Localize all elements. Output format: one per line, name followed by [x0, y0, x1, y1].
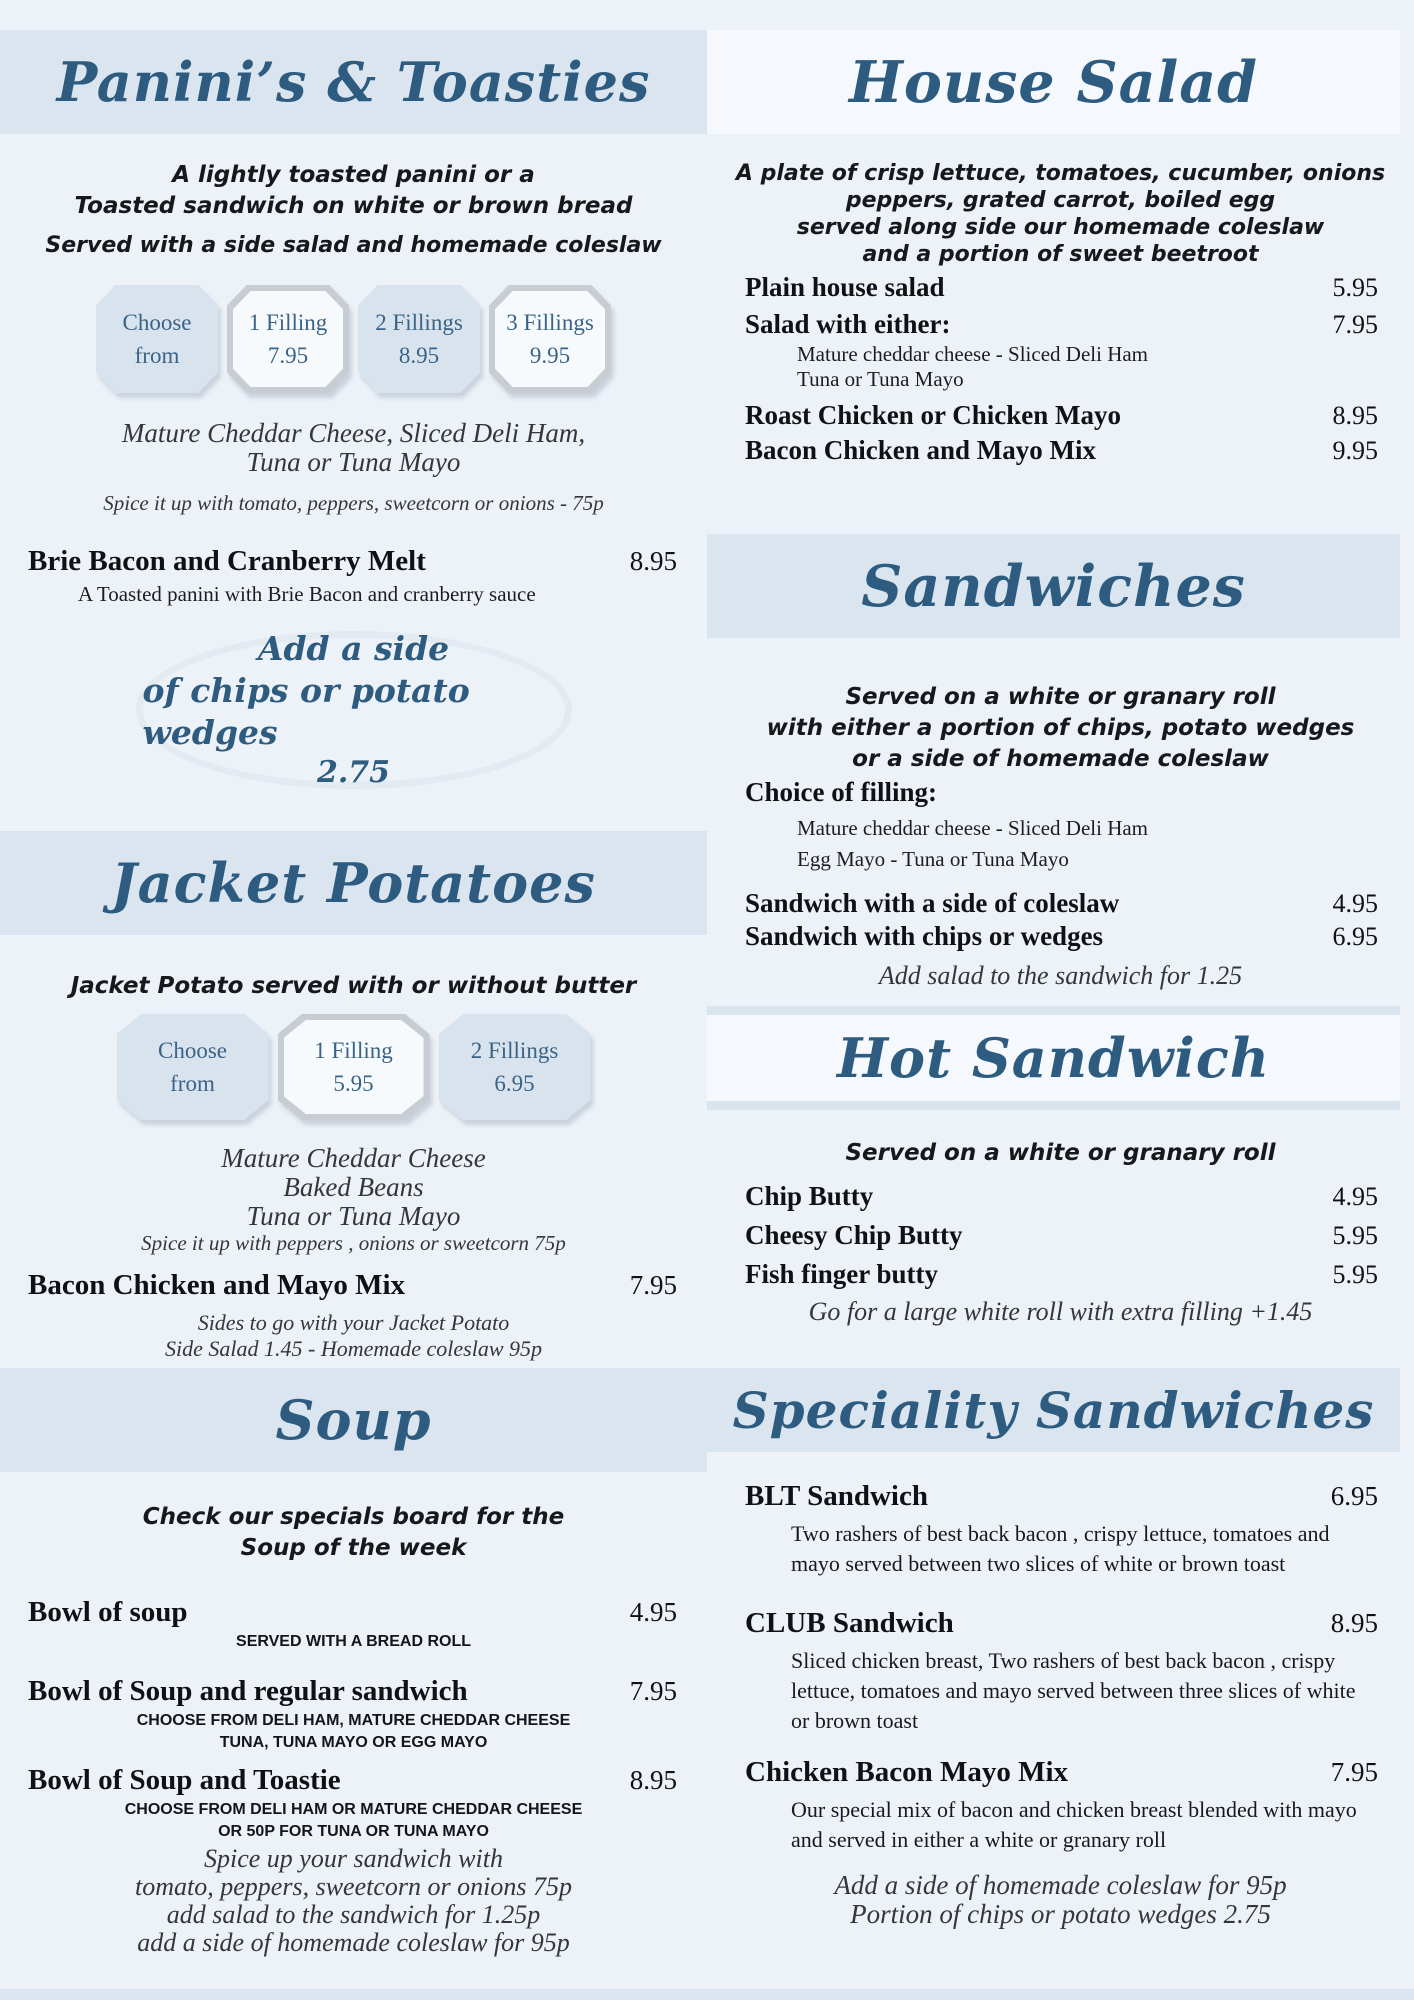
sandwiches-header-band [707, 534, 1400, 638]
section-paninis-toasties [0, 30, 707, 789]
jacket-sides-line: Sides to go with your Jacket Potato [197, 1310, 510, 1335]
menu-item-row [707, 1480, 1414, 1513]
paninis-price-badges [0, 285, 707, 393]
jacket-filling-line: Mature Cheddar Cheese [221, 1143, 486, 1173]
sandwiches-desc-line: with either a portion of chips, potato wedges [766, 715, 1355, 741]
soup-extra-line: add a side of homemade coleslaw for 95p [137, 1928, 570, 1957]
menu-item-name: Brie Bacon and Cranberry Melt [28, 545, 426, 577]
jacket-served-line: Jacket Potato served with or without butter [70, 973, 637, 999]
choice-of-filling-label [707, 777, 1414, 808]
footer-strip [0, 1989, 1414, 2000]
section-hot-sandwich [707, 1006, 1414, 1326]
menu-item-name: Roast Chicken or Chicken Mayo [745, 400, 1122, 430]
menu-item-price: 7.95 [1332, 310, 1378, 339]
house-salad-desc-line: and a portion of sweet beetroot [862, 242, 1259, 267]
menu-item-name: Sandwich with chips or wedges [745, 921, 1104, 951]
menu-item-sub: OR 50P FOR TUNA OR TUNA MAYO [218, 1823, 489, 1840]
menu-item-name: Bacon Chicken and Mayo Mix [28, 1269, 406, 1301]
jacket-spice-note: Spice it up with peppers , onions or sweetcorn 75p [141, 1231, 566, 1255]
menu-item-price: 8.95 [629, 546, 677, 576]
oval-line: Add a side [257, 629, 450, 668]
badge-choose-from [117, 1014, 269, 1120]
house-salad-desc-line: A plate of crisp lettuce, tomatoes, cucumber, onions [735, 161, 1386, 186]
badge-line: Choose [158, 1038, 227, 1063]
badge-line: Choose [122, 310, 192, 335]
section-speciality-sandwiches [707, 1368, 1414, 1929]
jacket-filling-line: Tuna or Tuna Mayo [246, 1201, 461, 1231]
badge-price: 5.95 [333, 1071, 374, 1096]
section-house-salad [707, 30, 1414, 466]
badge-line: from [134, 343, 180, 368]
soup-note-line: Soup of the week [240, 1535, 467, 1561]
menu-item-price: 6.95 [1330, 1481, 1378, 1511]
oval-price: 2.75 [316, 755, 391, 790]
menu-item-name: CLUB Sandwich [745, 1607, 954, 1639]
speciality-note-line: Add a side of homemade coleslaw for 95p [834, 1870, 1287, 1900]
menu-item-name: Bowl of soup [28, 1596, 188, 1628]
menu-item-row [707, 1259, 1414, 1290]
paninis-spice-note: Spice it up with tomato, peppers, sweetcorn or onions - 75p [103, 491, 604, 515]
menu-item-sub: Tuna or Tuna Mayo [797, 367, 964, 391]
sandwiches-title: Sandwiches [861, 552, 1246, 620]
badge-line: 3 Fillings [506, 310, 594, 335]
badge-2-fillings [358, 285, 480, 393]
menu-item-row [707, 921, 1414, 952]
jacket-title: Jacket Potatoes [111, 851, 596, 915]
house-salad-header-band [707, 30, 1400, 134]
paninis-desc-line: A lightly toasted panini or a [172, 162, 535, 188]
soup-title: Soup [275, 1388, 432, 1452]
menu-item-desc: Sliced chicken breast, Two rashers of best back bacon , crispy lettuce, tomatoes and mayo served between three slices of white or brown toast [791, 1648, 1356, 1733]
oval-line: of chips or potato wedges [142, 671, 470, 752]
badge-line: 2 Fillings [375, 310, 463, 335]
menu-item-row [707, 1181, 1414, 1212]
menu-item-row [0, 1675, 707, 1708]
badge-1-filling [227, 285, 349, 393]
menu-item-row [707, 1607, 1414, 1640]
menu-item-row [707, 435, 1414, 466]
soup-header-band [0, 1368, 707, 1472]
menu-item-name: Bacon Chicken and Mayo Mix [745, 435, 1097, 465]
menu-item-row [0, 545, 707, 578]
paninis-fillings-line: Tuna or Tuna Mayo [246, 447, 461, 477]
menu-item-price: 8.95 [629, 1765, 677, 1795]
menu-item-name: BLT Sandwich [745, 1480, 928, 1512]
menu-item-sub: CHOOSE FROM DELI HAM OR MATURE CHEDDAR CHEESE [124, 1801, 583, 1818]
sandwiches-note: Add salad to the sandwich for 1.25 [878, 961, 1243, 990]
house-salad-desc-line: served along side our homemade coleslaw [796, 215, 1325, 240]
menu-item-row [707, 1756, 1414, 1789]
paninis-fillings-line: Mature Cheddar Cheese, Sliced Deli Ham, [121, 418, 586, 448]
menu-item-row [707, 272, 1414, 303]
soup-extra-line: Spice up your sandwich with [204, 1844, 503, 1873]
menu-item-name: Fish finger butty [745, 1259, 939, 1289]
menu-item-row [0, 1764, 707, 1797]
jacket-price-badges [0, 1014, 707, 1120]
menu-item-sub: Mature cheddar cheese - Sliced Deli Ham [797, 342, 1149, 366]
badge-line: 1 Filling [248, 310, 328, 335]
menu-item-price: 9.95 [1332, 436, 1378, 465]
menu-item-name: Sandwich with a side of coleslaw [745, 888, 1120, 918]
badge-line: 2 Fillings [470, 1038, 559, 1063]
hot-sandwich-title: Hot Sandwich [837, 1026, 1270, 1090]
paninis-title: Panini’s & Toasties [56, 50, 651, 114]
badge-price: 9.95 [529, 343, 571, 368]
hot-sandwich-header-band [707, 1006, 1400, 1110]
menu-item-row [0, 1269, 707, 1302]
speciality-title: Speciality Sandwiches [732, 1380, 1375, 1440]
menu-item-name: Cheesy Chip Butty [745, 1220, 963, 1250]
paninis-desc-line: Toasted sandwich on white or brown bread [74, 193, 633, 219]
menu-item-desc: Two rashers of best back bacon , crispy lettuce, tomatoes and mayo served between two slices of white or brown toast [791, 1521, 1330, 1576]
paninis-header-band [0, 30, 707, 134]
badge-2-fillings [439, 1014, 591, 1120]
badge-line: from [170, 1071, 215, 1096]
filling-option-line: Mature cheddar cheese - Sliced Deli Ham [797, 816, 1149, 840]
menu-item-name: Bowl of Soup and Toastie [28, 1764, 341, 1796]
menu-item-row [707, 309, 1414, 340]
badge-price: 6.95 [494, 1071, 535, 1096]
filling-option-line: Egg Mayo - Tuna or Tuna Mayo [797, 847, 1069, 871]
badge-1-filling [278, 1014, 430, 1120]
section-sublabel: Choice of filling: [745, 777, 937, 807]
hot-sandwich-desc: Served on a white or granary roll [845, 1140, 1276, 1166]
menu-item-desc: A Toasted panini with Brie Bacon and cranberry sauce [78, 582, 536, 606]
section-sandwiches [707, 534, 1414, 990]
menu-item-name: Plain house salad [745, 272, 945, 302]
house-salad-title: House Salad [848, 48, 1259, 116]
menu-item-price: 7.95 [629, 1270, 677, 1300]
paninis-served-line: Served with a side salad and homemade coleslaw [45, 233, 662, 258]
soup-extra-line: add salad to the sandwich for 1.25p [166, 1900, 541, 1929]
sandwiches-desc-line: Served on a white or granary roll [845, 684, 1276, 710]
hot-sandwich-note: Go for a large white roll with extra filling +1.45 [808, 1297, 1313, 1326]
jacket-sides-line: Side Salad 1.45 - Homemade coleslaw 95p [165, 1336, 542, 1361]
menu-item-row [707, 888, 1414, 919]
menu-item-sub: CHOOSE FROM DELI HAM, MATURE CHEDDAR CHEESE [136, 1712, 571, 1729]
speciality-note-line: Portion of chips or potato wedges 2.75 [850, 1899, 1271, 1929]
menu-item-price: 5.95 [1332, 1260, 1378, 1289]
menu-item-row [707, 1220, 1414, 1251]
menu-item-price: 8.95 [1330, 1608, 1378, 1638]
menu-item-name: Bowl of Soup and regular sandwich [28, 1675, 468, 1707]
section-jacket-potatoes [0, 831, 707, 1362]
menu-item-price: 5.95 [1332, 1221, 1378, 1250]
jacket-filling-line: Baked Beans [283, 1172, 424, 1202]
house-salad-desc-line: peppers, grated carrot, boiled egg [845, 188, 1276, 213]
menu-item-name: Chicken Bacon Mayo Mix [745, 1756, 1069, 1788]
jacket-header-band [0, 831, 707, 935]
menu-item-price: 4.95 [1332, 1182, 1378, 1211]
menu-item-sub: SERVED WITH A BREAD ROLL [236, 1633, 471, 1650]
menu-item-row [707, 400, 1414, 431]
menu-item-row [0, 1596, 707, 1629]
menu-item-price: 4.95 [629, 1597, 677, 1627]
menu-item-price: 5.95 [1332, 273, 1378, 302]
sandwiches-desc-line: or a side of homemade coleslaw [852, 746, 1269, 772]
menu-item-desc: Our special mix of bacon and chicken breast blended with mayo and served in either a white or granary roll [791, 1797, 1357, 1852]
soup-extra-line: tomato, peppers, sweetcorn or onions 75p [135, 1872, 572, 1901]
menu-item-price: 8.95 [1332, 401, 1378, 430]
badge-price: 7.95 [267, 343, 309, 368]
menu-item-sub: TUNA, TUNA MAYO OR EGG MAYO [219, 1734, 488, 1751]
menu-item-price: 7.95 [1330, 1757, 1378, 1787]
menu-item-price: 4.95 [1332, 889, 1378, 918]
left-column [0, 30, 707, 1957]
badge-choose-from [96, 285, 218, 393]
badge-line: 1 Filling [314, 1038, 393, 1063]
add-side-oval-callout [136, 631, 572, 789]
section-soup [0, 1368, 707, 1957]
badge-3-fillings [489, 285, 611, 393]
menu-item-price: 7.95 [629, 1676, 677, 1706]
badge-price: 8.95 [398, 343, 440, 368]
menu-item-price: 6.95 [1332, 922, 1378, 951]
menu-item-name: Chip Butty [745, 1181, 874, 1211]
menu-item-name: Salad with either: [745, 309, 951, 339]
right-column [707, 30, 1414, 1957]
speciality-header-band [707, 1368, 1400, 1452]
soup-note-line: Check our specials board for the [142, 1504, 565, 1530]
